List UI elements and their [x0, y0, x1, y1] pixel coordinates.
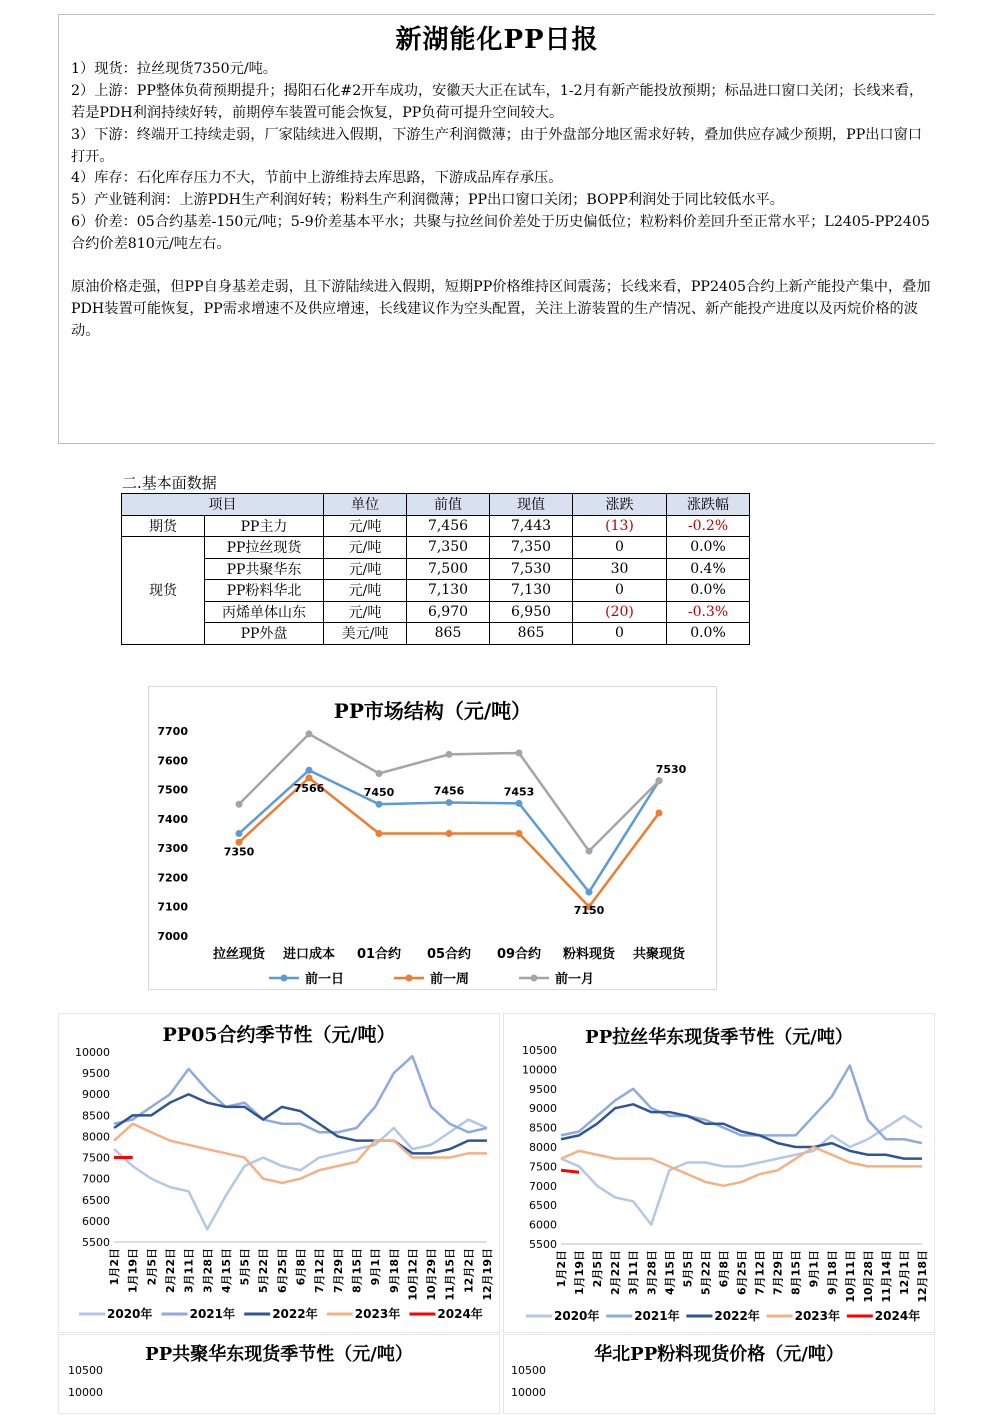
y-tick-label: 9500 [82, 1067, 110, 1081]
y-tick-label: 7400 [157, 812, 188, 826]
cell-curr: 865 [490, 623, 573, 645]
x-tick-label: 3月11日 [627, 1250, 641, 1295]
x-tick-label: 2月22日 [609, 1250, 623, 1295]
cell-curr: 7,443 [490, 515, 573, 537]
data-point [236, 830, 243, 837]
data-point [306, 774, 313, 781]
cell-change-pct: -0.3% [667, 601, 750, 623]
y-tick-label: 7000 [82, 1172, 110, 1186]
legend-label: 前一日 [305, 972, 345, 987]
x-tick-label: 5月22日 [257, 1248, 271, 1293]
data-point [656, 810, 663, 817]
header-change: 涨跌 [573, 494, 667, 516]
cell-unit: 元/吨 [324, 537, 407, 559]
y-tick-label: 6000 [529, 1218, 557, 1232]
data-point [516, 749, 523, 756]
x-tick-label: 6月25日 [275, 1248, 289, 1293]
legend-label: 2023年 [794, 1309, 841, 1323]
data-label: 7456 [433, 784, 465, 798]
y-tick-label: 6500 [82, 1193, 110, 1207]
x-tick-label: 7月12日 [313, 1248, 327, 1293]
header-item: 项目 [122, 494, 324, 516]
series-line [114, 1120, 487, 1230]
cell-change-pct: 0.4% [667, 558, 750, 580]
x-tick-label: 4月15日 [219, 1248, 233, 1293]
fundamentals-section-title: 二.基本面数据 [122, 474, 217, 492]
x-tick-label: 9月18日 [387, 1248, 401, 1293]
y-tick-label: 7500 [529, 1160, 557, 1174]
x-tick-label: 共聚现货 [632, 947, 686, 962]
cell-item: PP粉料华北 [205, 580, 324, 602]
y-tick-label: 10500 [511, 1364, 546, 1377]
y-tick-label: 5500 [82, 1236, 110, 1249]
y-tick-label: 7000 [529, 1179, 557, 1193]
cell-prev: 7,456 [407, 515, 490, 537]
y-tick-label: 10000 [75, 1046, 110, 1059]
group-futures: 期货 [122, 515, 205, 537]
cell-prev: 7,500 [407, 558, 490, 580]
cell-unit: 元/吨 [324, 601, 407, 623]
data-point [446, 830, 453, 837]
x-tick-label: 7月29日 [331, 1248, 345, 1293]
x-tick-label: 2月5日 [145, 1248, 159, 1286]
x-tick-label: 5月5日 [681, 1250, 695, 1288]
data-point [586, 848, 593, 855]
data-point [516, 800, 523, 807]
cell-change-pct: 0.0% [667, 537, 750, 559]
cell-prev: 6,970 [407, 601, 490, 623]
series-line [561, 1104, 922, 1158]
cell-prev: 7,130 [407, 580, 490, 602]
report-conclusion: 原油价格走强，但PP自身基差走弱，且下游陆续进入假期，短期PP价格维持区间震荡；长线来看，PP2405合约上新产能投产集中，叠加PDH装置可能恢复，PP需求增速不及供应增速，长线建议作为空头配置，关注上游装置的生产情况、新产能投产进度以及丙烷价格的波动。 [71, 279, 931, 339]
header-change-pct: 涨跌幅 [667, 494, 750, 516]
header-prev: 前值 [407, 494, 490, 516]
cell-unit: 元/吨 [324, 515, 407, 537]
x-tick-label: 1月19日 [126, 1248, 140, 1293]
cell-change: (20) [573, 601, 667, 623]
x-tick-label: 11月15日 [443, 1248, 457, 1301]
cell-unit: 元/吨 [324, 580, 407, 602]
data-point [376, 801, 383, 808]
x-tick-label: 6月25日 [735, 1250, 749, 1295]
x-tick-label: 10月11日 [843, 1250, 857, 1303]
data-point [516, 830, 523, 837]
table-row [122, 623, 750, 645]
x-tick-label: 1月2日 [555, 1250, 568, 1288]
data-point [306, 730, 313, 737]
north-china-powder-price-plot [504, 1335, 934, 1415]
x-tick-label: 7月29日 [771, 1250, 785, 1295]
y-tick-label: 8000 [529, 1141, 557, 1154]
x-tick-label: 1月19日 [573, 1250, 587, 1295]
report-paragraph: 2）上游：PP整体负荷预期提升；揭阳石化#2开车成功，安徽天大正在试车，1-2月有新产能投放预期；标品进口窗口关闭；长线来看，若是PDH利润持续好转，前期停车装置可能会恢复，PP负荷可提升空间较大。 [71, 83, 924, 121]
legend-marker [406, 975, 413, 982]
market-structure-chart [148, 686, 717, 990]
cell-item: PP拉丝现货 [205, 537, 324, 559]
cell-change-pct: 0.0% [667, 580, 750, 602]
pp05-seasonality-chart [58, 1013, 500, 1333]
x-tick-label: 进口成本 [282, 947, 336, 962]
x-tick-label: 09合约 [496, 947, 542, 962]
x-tick-label: 8月15日 [350, 1248, 364, 1293]
y-tick-label: 9000 [82, 1088, 110, 1102]
x-tick-label: 12月1日 [897, 1250, 911, 1295]
table-row [122, 558, 750, 580]
data-point [446, 751, 453, 758]
legend-label: 2023年 [354, 1307, 401, 1321]
report-title: 新湖能化PP日报 [395, 25, 599, 55]
cell-prev: 7,350 [407, 537, 490, 559]
table-row [122, 515, 750, 537]
y-tick-label: 7500 [82, 1151, 110, 1165]
cell-item: PP共聚华东 [205, 558, 324, 580]
y-tick-label: 7200 [157, 871, 188, 885]
data-point [376, 830, 383, 837]
pp05-seasonality-plot [59, 1014, 499, 1332]
legend-marker [281, 975, 288, 982]
pp-copolymer-seasonality-plot [59, 1335, 499, 1415]
data-point [656, 777, 663, 784]
legend-label: 2022年 [714, 1309, 760, 1323]
x-tick-label: 拉丝现货 [212, 947, 266, 962]
north-china-powder-price-chart [503, 1334, 935, 1414]
x-tick-label: 10月28日 [861, 1250, 875, 1303]
x-tick-label: 4月15日 [663, 1250, 677, 1295]
x-tick-label: 9月18日 [825, 1250, 839, 1295]
x-tick-label: 3月28日 [645, 1250, 659, 1295]
report-paragraph: 3）下游：终端开工持续走弱，厂家陆续进入假期，下游生产利润微薄；由于外盘部分地区需求好转，叠加供应存减少预期，PP出口窗口打开。 [71, 127, 922, 165]
data-point [376, 770, 383, 777]
cell-item: 丙烯单体山东 [205, 601, 324, 623]
report-paragraph: 4）库存：石化库存压力不大，节前中上游维持去库思路，下游成品库存承压。 [71, 170, 563, 186]
x-tick-label: 2月22日 [163, 1248, 177, 1293]
y-tick-label: 8500 [529, 1121, 557, 1135]
cell-prev: 865 [407, 623, 490, 645]
y-tick-label: 10500 [68, 1364, 103, 1377]
legend-label: 前一周 [430, 972, 470, 987]
x-tick-label: 01合约 [356, 947, 402, 962]
y-tick-label: 8500 [82, 1109, 110, 1123]
group-spot: 现货 [122, 537, 205, 645]
cell-change: 0 [573, 623, 667, 645]
cell-change-pct: 0.0% [667, 623, 750, 645]
cell-change-pct: -0.2% [667, 515, 750, 537]
x-tick-label: 10月12日 [406, 1248, 420, 1301]
x-tick-label: 1月2日 [108, 1248, 121, 1286]
x-tick-label: 5月22日 [699, 1250, 713, 1295]
cell-item: PP主力 [205, 515, 324, 537]
legend-label: 2021年 [634, 1309, 680, 1323]
cell-change: 0 [573, 580, 667, 602]
legend-label: 2024年 [437, 1307, 483, 1321]
data-label: 7453 [503, 785, 535, 799]
data-label: 7350 [223, 845, 255, 859]
x-tick-label: 5月5日 [238, 1248, 252, 1286]
table-row [122, 580, 750, 602]
chart-title: PP拉丝华东现货季节性（元/吨） [585, 1027, 853, 1048]
chart-title: 华北PP粉料现货价格（元/吨） [594, 1344, 844, 1365]
legend-label: 前一月 [555, 972, 595, 987]
x-tick-label: 2月5日 [591, 1250, 605, 1288]
series-line [561, 1170, 579, 1172]
x-tick-label: 7月12日 [753, 1250, 767, 1295]
x-tick-label: 3月11日 [182, 1248, 196, 1293]
table-row [122, 601, 750, 623]
legend-label: 2020年 [554, 1309, 600, 1323]
pp-drawing-spot-seasonality-plot [504, 1014, 934, 1332]
report-paragraph: 1）现货：拉丝现货7350元/吨。 [71, 61, 277, 77]
table-row [122, 537, 750, 559]
data-point [306, 767, 313, 774]
y-tick-label: 7300 [157, 842, 188, 856]
data-point [586, 889, 593, 896]
cell-item: PP外盘 [205, 623, 324, 645]
x-tick-label: 8月15日 [789, 1250, 803, 1295]
y-tick-label: 8000 [82, 1130, 110, 1144]
x-tick-label: 12月18日 [916, 1250, 929, 1303]
y-tick-label: 10000 [511, 1386, 546, 1399]
data-label: 7150 [573, 904, 605, 918]
legend-label: 2020年 [107, 1307, 153, 1321]
cell-unit: 美元/吨 [324, 623, 407, 645]
pp-copolymer-seasonality-chart [58, 1334, 500, 1414]
x-tick-label: 6月8日 [294, 1248, 308, 1286]
y-tick-label: 7100 [157, 900, 188, 914]
report-summary-box [58, 14, 935, 444]
report-paragraph: 5）产业链利润：上游PDH生产利润好转；粉料生产利润微薄；PP出口窗口关闭；BOPP利润处于同比较低水平。 [71, 192, 784, 208]
cell-curr: 6,950 [490, 601, 573, 623]
cell-change: 0 [573, 537, 667, 559]
data-point [446, 799, 453, 806]
cell-curr: 7,350 [490, 537, 573, 559]
cell-change: (13) [573, 515, 667, 537]
fundamentals-table [121, 493, 750, 645]
y-tick-label: 5500 [529, 1238, 557, 1251]
x-tick-label: 11月14日 [879, 1250, 893, 1303]
table-header-row [122, 494, 750, 516]
x-tick-label: 12月19日 [481, 1248, 494, 1301]
header-unit: 单位 [324, 494, 407, 516]
data-label: 7530 [655, 762, 687, 776]
y-tick-label: 9000 [529, 1102, 557, 1116]
report-paragraph: 6）价差：05合约基差-150元/吨；5-9价差基本平水；共聚与拉丝间价差处于历史偏低位；粒粉料价差回升至正常水平；L2405-PP2405合约价差810元/吨左右。 [71, 214, 930, 252]
y-tick-label: 7700 [157, 725, 188, 738]
y-tick-label: 7500 [157, 783, 188, 797]
x-tick-label: 9月1日 [807, 1250, 821, 1288]
y-tick-label: 6500 [529, 1199, 557, 1213]
y-tick-label: 10000 [522, 1063, 557, 1077]
data-point [236, 801, 243, 808]
legend-label: 2022年 [272, 1307, 318, 1321]
chart-title: PP05合约季节性（元/吨） [162, 1024, 396, 1046]
cell-unit: 元/吨 [324, 558, 407, 580]
legend-label: 2024年 [874, 1309, 921, 1323]
legend-label: 2021年 [189, 1307, 236, 1321]
cell-curr: 7,130 [490, 580, 573, 602]
x-tick-label: 6月8日 [717, 1250, 731, 1288]
x-tick-label: 3月28日 [201, 1248, 215, 1293]
y-tick-label: 7600 [157, 754, 188, 768]
x-tick-label: 12月2日 [462, 1248, 476, 1293]
y-tick-label: 10500 [522, 1044, 557, 1057]
data-label: 7450 [363, 786, 395, 800]
x-tick-label: 05合约 [426, 947, 472, 962]
x-tick-label: 10月29日 [425, 1248, 439, 1301]
y-tick-label: 9500 [529, 1082, 557, 1096]
y-tick-label: 6000 [82, 1214, 110, 1228]
y-tick-label: 7000 [157, 930, 188, 943]
market-structure-plot [149, 687, 716, 989]
legend-marker [531, 975, 538, 982]
data-label: 7566 [293, 782, 325, 796]
pp-drawing-spot-seasonality-chart [503, 1013, 935, 1333]
series-line [114, 1056, 487, 1132]
header-curr: 现值 [490, 494, 573, 516]
cell-change: 30 [573, 558, 667, 580]
chart-title: PP市场结构（元/吨） [333, 699, 532, 723]
chart-title: PP共聚华东现货季节性（元/吨） [145, 1344, 413, 1365]
x-tick-label: 9月1日 [369, 1248, 383, 1286]
y-tick-label: 10000 [68, 1386, 103, 1399]
x-tick-label: 粉料现货 [562, 947, 616, 962]
cell-curr: 7,530 [490, 558, 573, 580]
